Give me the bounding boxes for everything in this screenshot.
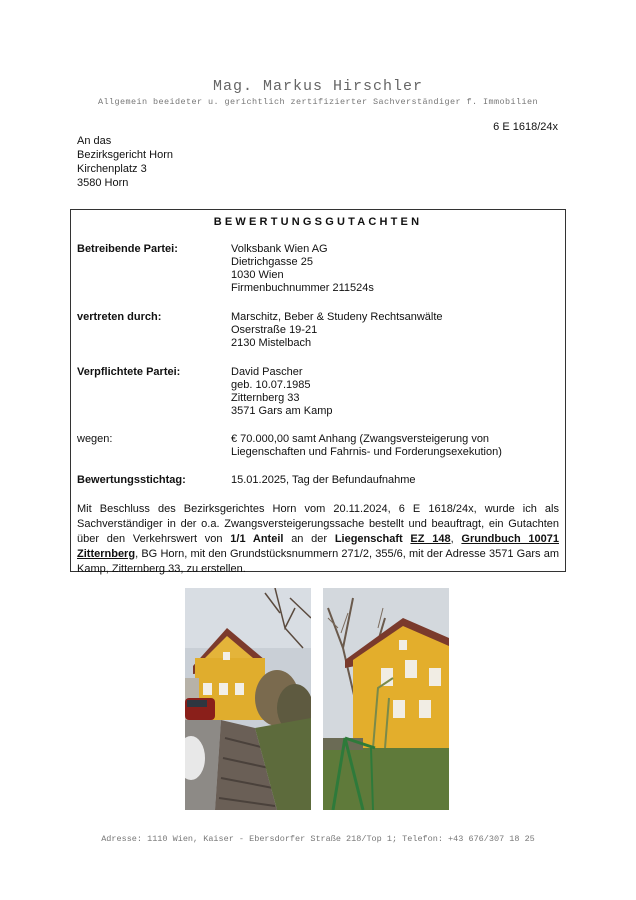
party-value (231, 311, 561, 350)
footer-address: Adresse: 1110 Wien, Kaiser - Ebersdorfer Straße 218/Top 1; Telefon: +43 676/307 18 25 (101, 834, 535, 844)
house-photo-street (185, 588, 311, 810)
letterhead-name: Mag. Markus Hirschler (212, 78, 424, 95)
party-line: Marschitz, Beber & Studeny Rechtsanwälte (231, 311, 443, 323)
assignment-paragraph (77, 502, 559, 577)
recipient-line: 3580 Horn (77, 177, 129, 189)
claim-line: Liegenschaften und Fahrnis- und Forderungsexekution) (231, 446, 502, 458)
party-line: Zitternberg 33 (231, 392, 300, 404)
recipient-line: Kirchenplatz 3 (77, 163, 147, 175)
party-line: 1030 Wien (231, 269, 284, 281)
land-register: Grundbuch 10071 Zitternberg (77, 533, 559, 560)
recipient-address (77, 134, 173, 190)
para-text: , (450, 533, 462, 545)
para-text: , BG Horn, mit den Grundstücksnummern 271/2, 355/6, mit der Adresse 3571 Gars am Kamp, Zitternberg 33, zu erstellen. (77, 548, 559, 575)
party-line: 2130 Mistelbach (231, 337, 312, 349)
valuation-date-label: Bewertungsstichtag: (77, 474, 186, 486)
valuation-date-line: 15.01.2025, Tag der Befundaufnahme (231, 474, 416, 486)
party-label: Verpflichtete Partei: (77, 366, 181, 378)
party-line: Volksbank Wien AG (231, 243, 328, 255)
ez-number: EZ 148 (410, 533, 451, 545)
party-line: Firmenbuchnummer 211524s (231, 282, 374, 294)
claim-label: wegen: (77, 433, 113, 445)
party-line: Dietrichgasse 25 (231, 256, 313, 268)
party-line: 3571 Gars am Kamp (231, 405, 333, 417)
recipient-line: An das (77, 135, 112, 147)
party-line: geb. 10.07.1985 (231, 379, 311, 391)
recipient-line: Bezirksgericht Horn (77, 149, 173, 161)
case-number: 6 E 1618/24x (493, 121, 558, 133)
document-title: BEWERTUNGSGUTACHTEN (213, 216, 423, 228)
letterhead-subtitle: Allgemein beeideter u. gerichtlich zertifizierter Sachverständiger f. Immobilien (97, 97, 539, 107)
valuation-date-value (231, 474, 561, 487)
party-line: Oserstraße 19-21 (231, 324, 318, 336)
share-fraction: 1/1 Anteil (230, 533, 284, 545)
party-label: vertreten durch: (77, 311, 162, 323)
claim-line: € 70.000,00 samt Anhang (Zwangsversteigerung von (231, 433, 490, 445)
para-text: an der (283, 533, 335, 545)
party-value (231, 366, 561, 418)
party-label: Betreibende Partei: (77, 243, 178, 255)
para-text: Mit Beschluss des Bezirksgerichtes Horn vom 20.11.2024, 6 E 1618/24x, wurde ich als Sachverständiger in der o.a. Zwangsversteigerungssache bestellt und beauftragt, ein Gutachten über den Verkehrswert von (77, 503, 559, 545)
property-label: Liegenschaft (334, 533, 403, 545)
party-value (231, 243, 561, 295)
claim-value (231, 433, 561, 459)
appraisal-box (70, 209, 566, 575)
house-photo-garden (323, 588, 449, 810)
party-line: David Pascher (231, 366, 303, 378)
